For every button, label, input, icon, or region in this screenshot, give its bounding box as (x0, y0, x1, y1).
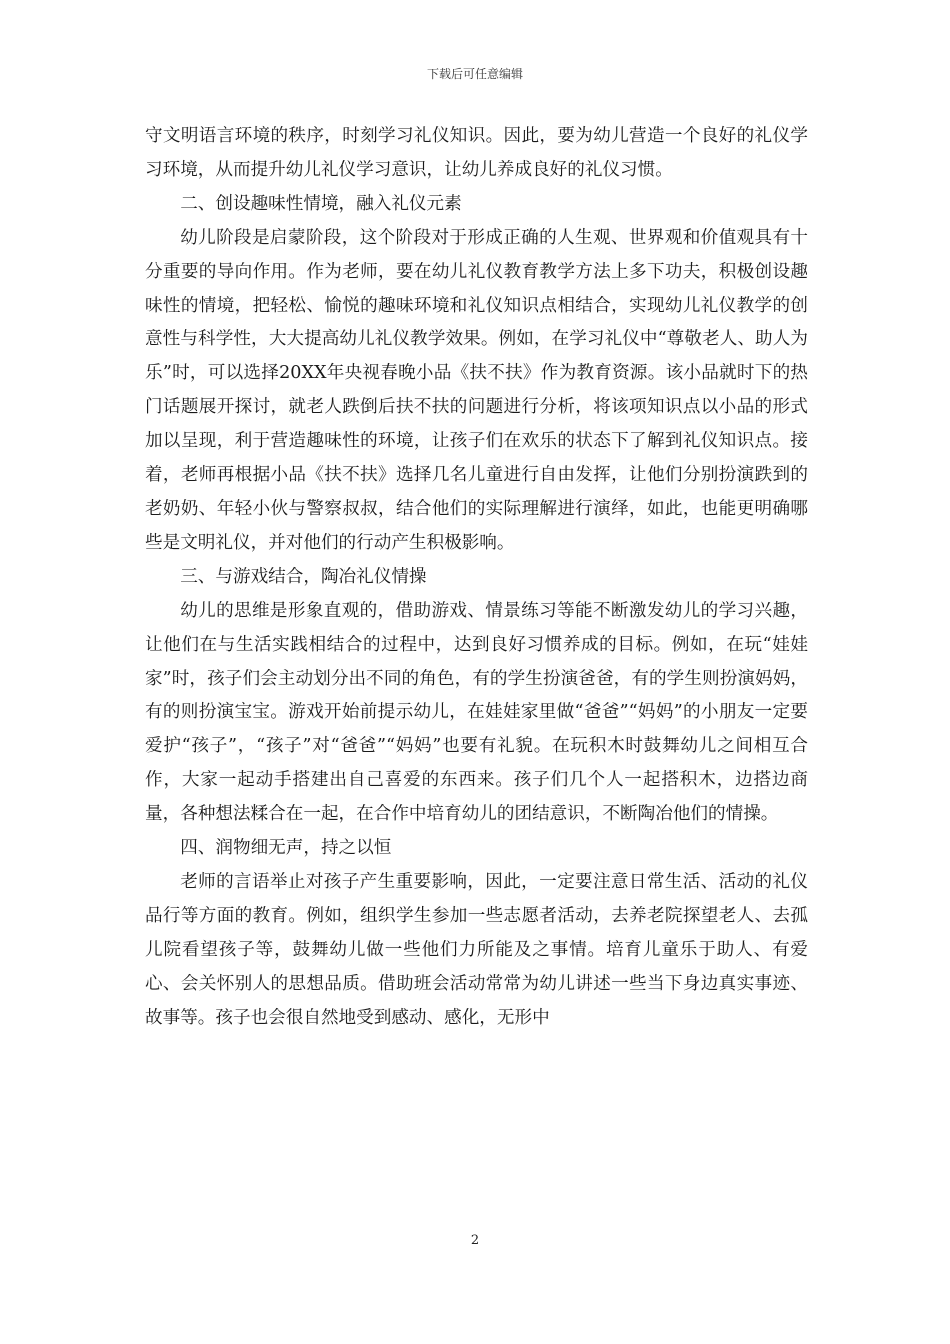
section-heading-3: 三、与游戏结合，陶冶礼仪情操 (180, 566, 427, 587)
page-header: 下载后可任意编辑 (426, 67, 523, 81)
section-heading-2: 二、创设趣味性情境，融入礼仪元素 (180, 193, 462, 214)
paragraph-section-4: 老师的言语举止对孩子产生重要影响，因此，一定要注意日常生活、活动的礼仪品行等方面的教育。例如，组织学生参加一些志愿者活动，去养老院探望老人、去孤儿院看望孩子等，鼓舞幼儿做一些他们力所能及之事情。培育儿童乐于助人、有爱心、会关怀别人的思想品质。借助班会活动常常为幼儿讲述一些当下身边真实事迹、故事等。孩子也会很自然地受到感动、感化，无形中 (145, 871, 808, 1028)
paragraph-section-2: 幼儿阶段是启蒙阶段，这个阶段对于形成正确的人生观、世界观和价值观具有十分重要的导向作用。作为老师，要在幼儿礼仪教育教学方法上多下功夫，积极创设趣味性的情境，把轻松、愉悦的趣味环境和礼仪知识点相结合，实现幼儿礼仪教学的创意性与科学性，大大提高幼儿礼仪教学效果。例如，在学习礼仪中“尊敬老人、助人为乐”时，可以选择20XX年央视春晚小品《扶不扶》作为教育资源。该小品就时下的热门话题展开探讨，就老人跌倒后扶不扶的问题进行分析，将该项知识点以小品的形式加以呈现，利于营造趣味性的环境，让孩子们在欢乐的状态下了解到礼仪知识点。接着，老师再根据小品《扶不扶》选择几名儿童进行自由发挥，让他们分别扮演跌到的老奶奶、年轻小伙与警察叔叔，结合他们的实际理解进行演绎，如此，也能更明确哪些是文明礼仪，并对他们的行动产生积极影响。 (145, 227, 808, 553)
document-body (145, 120, 808, 1035)
paragraph-section-3: 幼儿的思维是形象直观的，借助游戏、情景练习等能不断激发幼儿的学习兴趣，让他们在与生活实践相结合的过程中，达到良好习惯养成的目标。例如，在玩“娃娃家”时，孩子们会主动划分出不同的角色，有的学生扮演爸爸，有的学生则扮演妈妈，有的则扮演宝宝。游戏开始前提示幼儿，在娃娃家里做“爸爸”“妈妈”的小朋友一定要爱护“孩子”，“孩子”对“爸爸”“妈妈”也要有礼貌。在玩积木时鼓舞幼儿之间相互合作，大家一起动手搭建出自己喜爱的东西来。孩子们几个人一起搭积木，边搭边商量，各种想法糅合在一起，在合作中培育幼儿的团结意识，不断陶冶他们的情操。 (145, 600, 808, 825)
section-heading-4: 四、润物细无声，持之以恒 (180, 838, 392, 859)
page-number: 2 (470, 1233, 480, 1248)
paragraph-continued: 守文明语言环境的秩序，时刻学习礼仪知识。因此，要为幼儿营造一个良好的礼仪学习环境，从而提升幼儿礼仪学习意识，让幼儿养成良好的礼仪习惯。 (145, 126, 808, 180)
